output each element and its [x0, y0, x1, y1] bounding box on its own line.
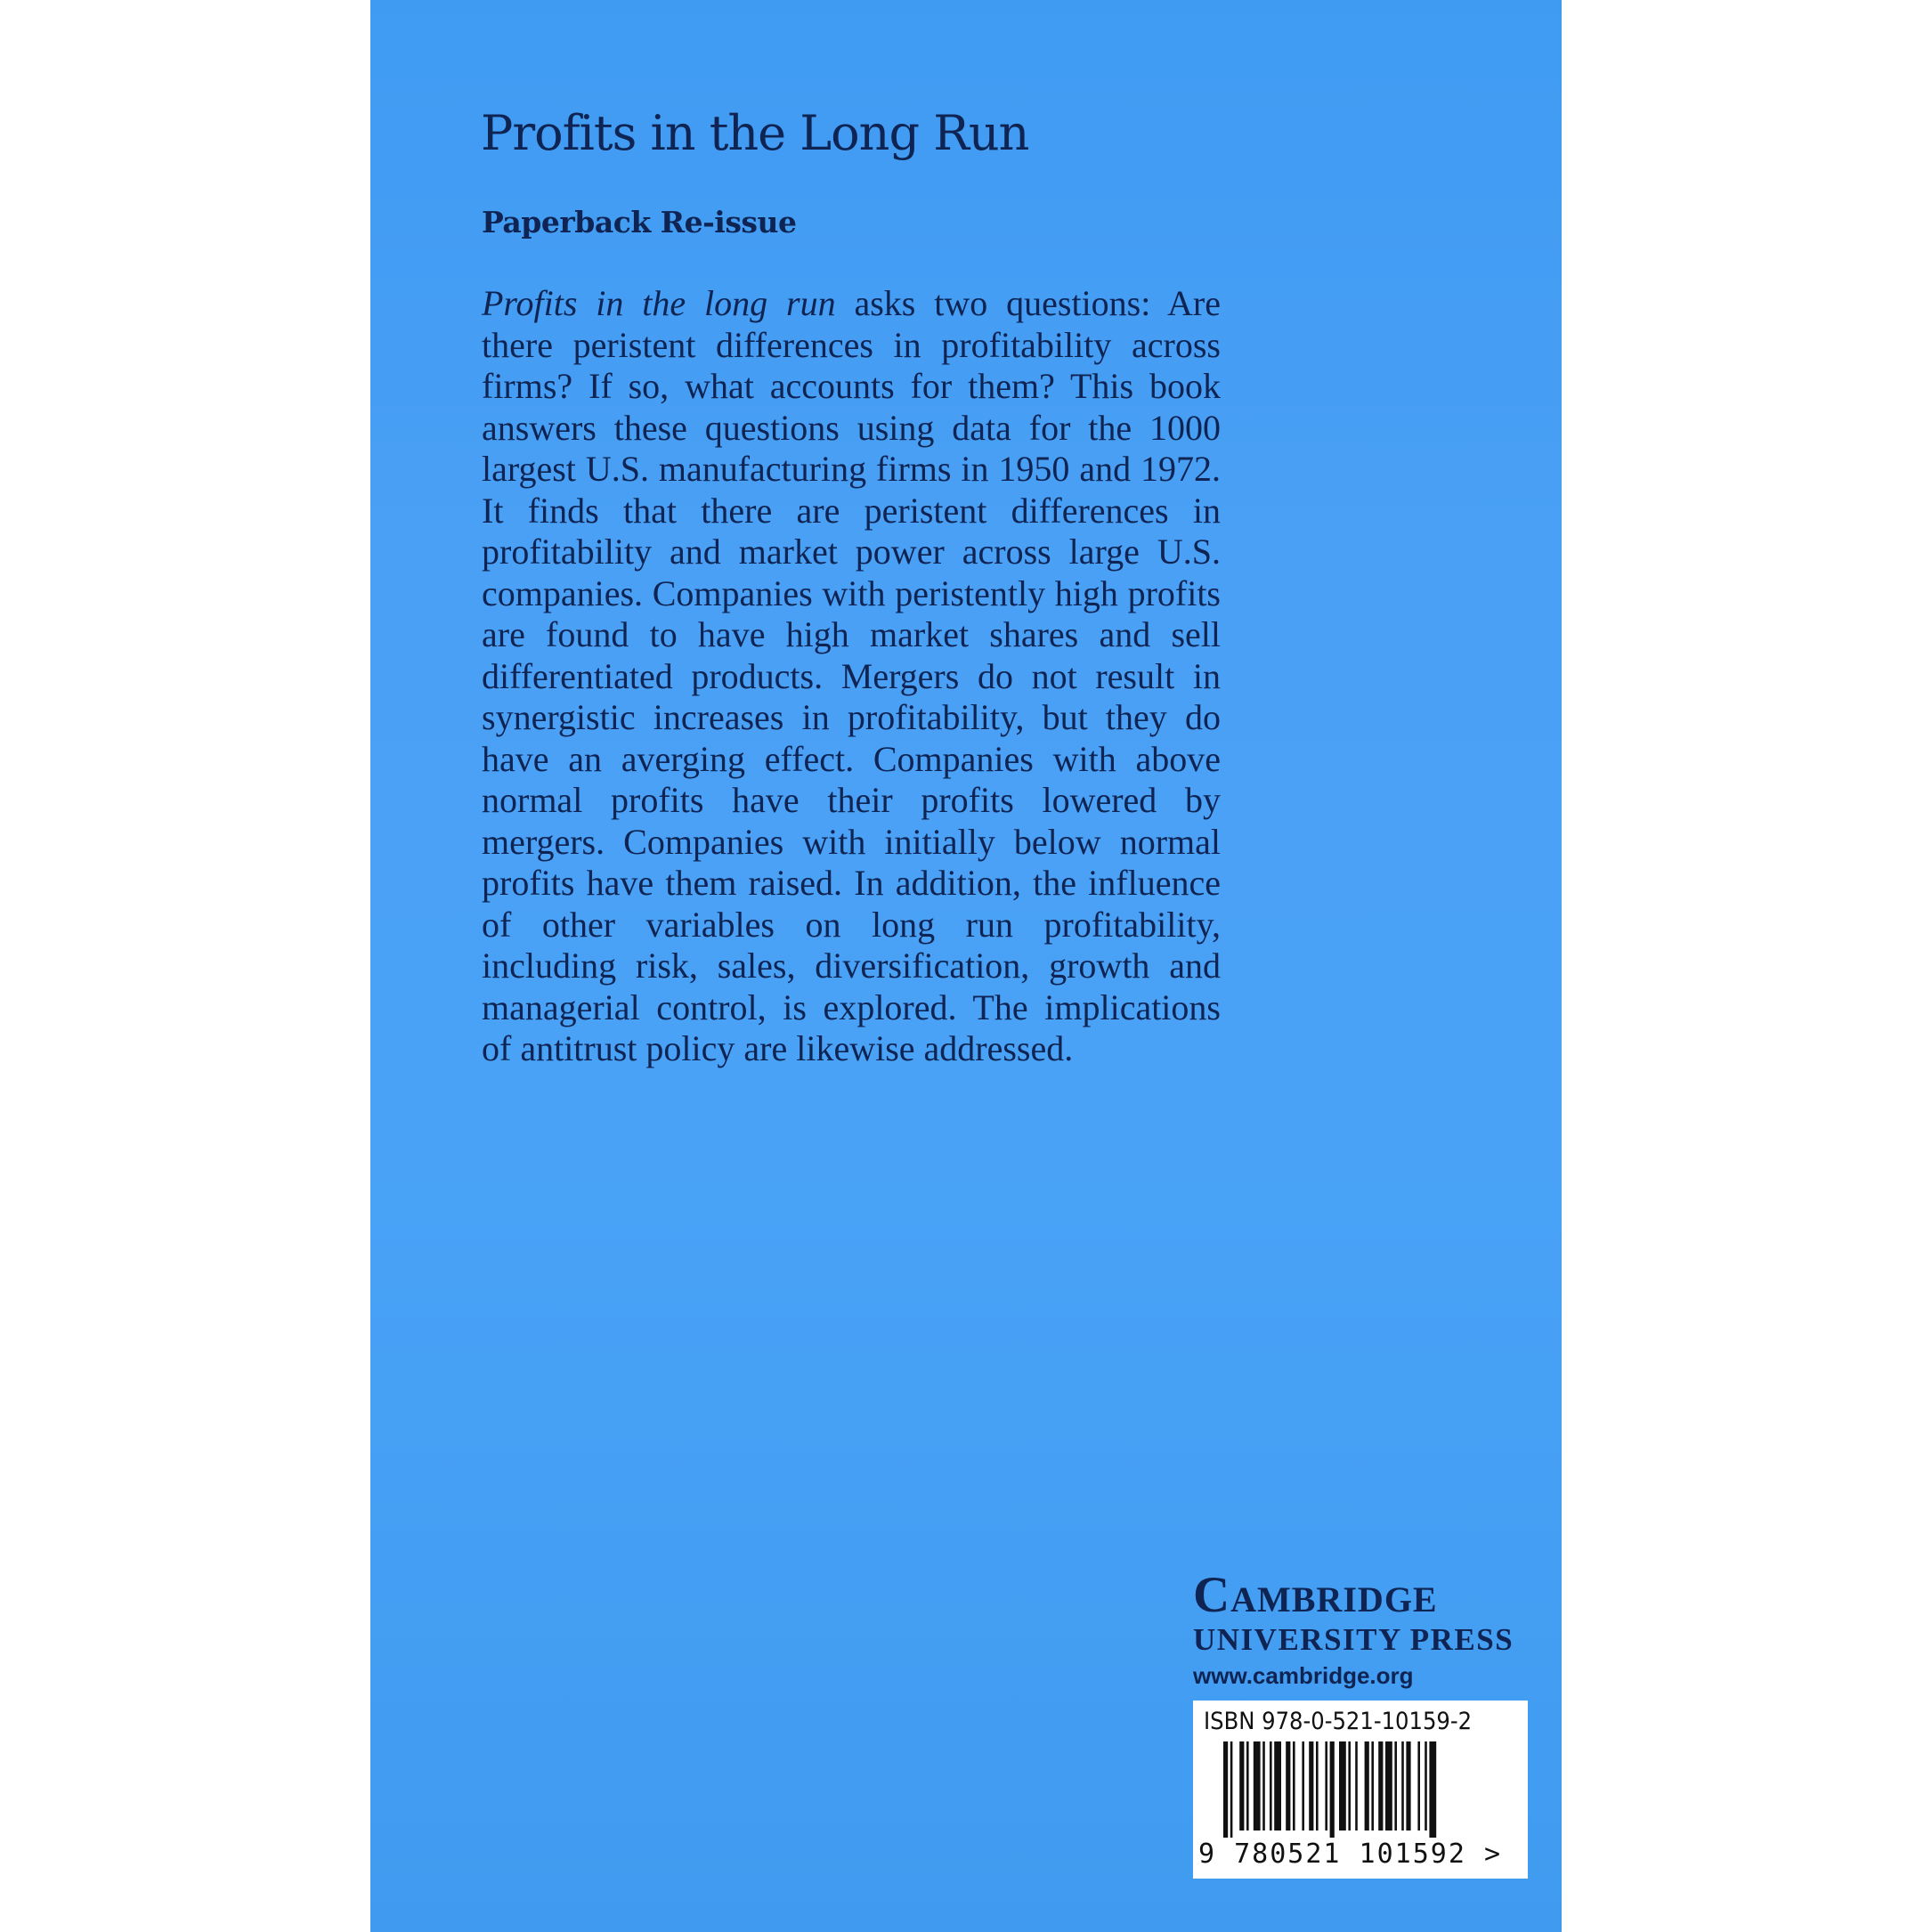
description-body: asks two questions: Are there peristent differences in profitability across firms? If so, what accounts for them? This book answers these questions using data for the 1000 largest U.S. manufacturing firms in 1950 and 1972. It finds that there are peristent differences in profitability and market power across large U.S. companies. Companies with peristently high profits are found to have high market shares and sell differentiated products. Mergers do not result in synergistic increases in profitability, but they do have an averging effect. Companies with above normal profits have their profits lowered by mergers. Companies with initially below normal profits have them raised. In addition, the influence of other variables on long run profitability, including risk, sales, diversification, growth and managerial control, is explored. The implications of antitrust policy are likewise addressed. — [482, 283, 1221, 1068]
publisher-name: Cambridge — [1193, 1567, 1438, 1623]
publisher-subtitle: UNIVERSITY PRESS — [1193, 1622, 1514, 1657]
book-title: Profits in the Long Run — [481, 105, 1029, 161]
isbn-barcode — [1193, 1701, 1528, 1879]
edition-label: Paperback Re-issue — [482, 205, 797, 239]
book-back-cover — [370, 0, 1562, 1932]
barcode-icon — [1204, 1741, 1515, 1838]
book-description — [482, 283, 1221, 1070]
barcode-digits: 9 780521 101592 > — [1198, 1839, 1503, 1870]
publisher-url: www.cambridge.org — [1193, 1662, 1414, 1689]
publisher-block — [1193, 1569, 1537, 1690]
isbn-label: ISBN 978-0-521-10159-2 — [1204, 1708, 1473, 1735]
description-lead: Profits in the long run — [482, 283, 836, 323]
